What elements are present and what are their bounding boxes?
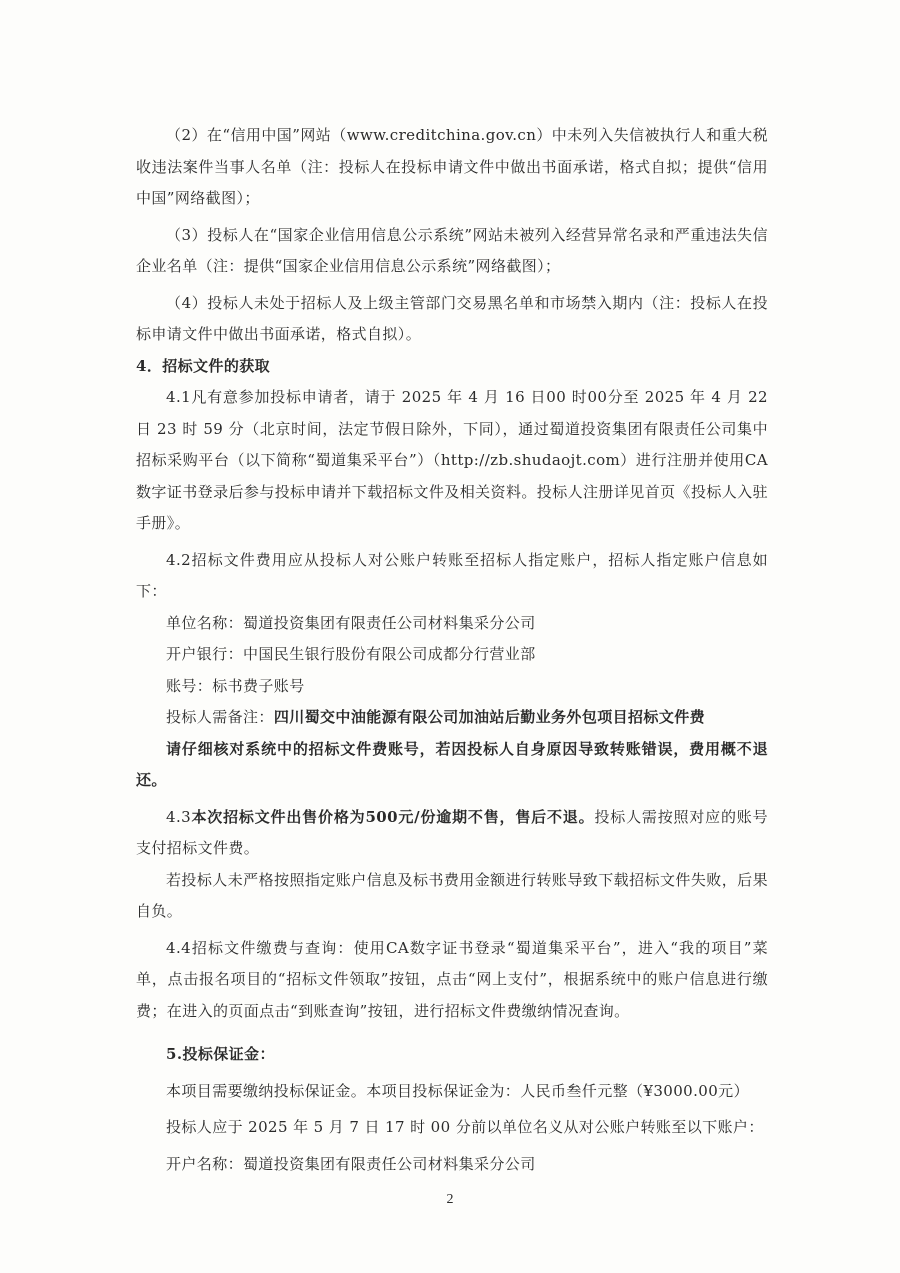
para-5-2: 投标人应于 2025 年 5 月 7 日 17 时 00 分前以单位名义从对公账户转账至以下账户： bbox=[166, 1118, 764, 1136]
fee-warning: 请仔细核对系统中的招标文件费账号，若因投标人自身原因导致转账错误，费用概不退还。 bbox=[136, 739, 768, 789]
para-4-2: 4.2招标文件费用应从投标人对公账户转账至招标人指定账户，招标人指定账户信息如下： bbox=[136, 550, 768, 600]
page-number: 2 bbox=[446, 1192, 454, 1207]
account-bank: 开户银行：中国民生银行股份有限公司成都分行营业部 bbox=[166, 645, 536, 663]
para-4-1: 4.1凡有意参加投标申请者，请于 2025 年 4 月 16 日00 时00分至 2025 年 4 月 22 日 23 时 59 分（北京时间，法定节假日除外，下同），通过蜀道投资集团有限责任公司集中招标采购平台（以下简称“蜀道集采平台”）（http://zb.shudaojt.com）进行注册并使用CA数字证书登录后参与投标申请并下载招标文件及相关资料。投标人注册详见首页《投标人入驻手册》。 bbox=[136, 388, 768, 532]
remark-value: 四川蜀交中油能源有限公司加油站后勤业务外包项目招标文件费 bbox=[273, 708, 706, 726]
account-unit: 单位名称：蜀道投资集团有限责任公司材料集采分公司 bbox=[166, 613, 536, 632]
para-5-3: 开户名称：蜀道投资集团有限责任公司材料集采分公司 bbox=[166, 1154, 536, 1173]
para-4-3-prefix: 4.3 bbox=[166, 807, 192, 826]
document-body bbox=[136, 120, 768, 1180]
price-notice: 本次招标文件出售价格为500元/份逾期不售，售后不退。 bbox=[191, 807, 595, 826]
para-5-1: 本项目需要缴纳投标保证金。本项目投标保证金为：人民币叁仟元整（¥3000.00元） bbox=[166, 1081, 749, 1100]
para-4: （4）投标人未处于招标人及上级主管部门交易黑名单和市场禁入期内（注：投标人在投标申请文件中做出书面承诺，格式自拟）。 bbox=[136, 293, 768, 343]
account-number: 账号：标书费子账号 bbox=[166, 676, 305, 695]
para-4-3 bbox=[136, 802, 768, 865]
remark-line bbox=[136, 702, 768, 734]
section-4-heading: 4．招标文件的获取 bbox=[136, 356, 271, 375]
para-4-4: 4.4招标文件缴费与查询：使用CA数字证书登录“蜀道集采平台”，进入“我的项目”菜单，点击报名项目的“招标文件领取”按钮，点击“网上支付”，根据系统中的账户信息进行缴费；在进入的页面点击“到账查询”按钮，进行招标文件费缴纳情况查询。 bbox=[136, 938, 768, 1020]
remark-label: 投标人需备注： bbox=[166, 708, 274, 726]
para-2: （2）在“信用中国”网站（www.creditchina.gov.cn）中未列入失信被执行人和重大税收违法案件当事人名单（注：投标人在投标申请文件中做出书面承诺，格式自拟；提供“信用中国”网络截图）； bbox=[136, 126, 768, 207]
section-5-heading: 5.投标保证金： bbox=[166, 1045, 275, 1063]
para-3: （3）投标人在“国家企业信用信息公示系统”网站未被列入经营异常名录和严重违法失信企业名单（注：提供“国家企业信用信息公示系统”网络截图）； bbox=[136, 225, 768, 275]
para-4-3-rest: 投标人需按照对应的账号支付招标文件费。 bbox=[136, 807, 769, 857]
para-4-3-note: 若投标人未严格按照指定账户信息及标书费用金额进行转账导致下载招标文件失败，后果自负。 bbox=[136, 870, 768, 920]
